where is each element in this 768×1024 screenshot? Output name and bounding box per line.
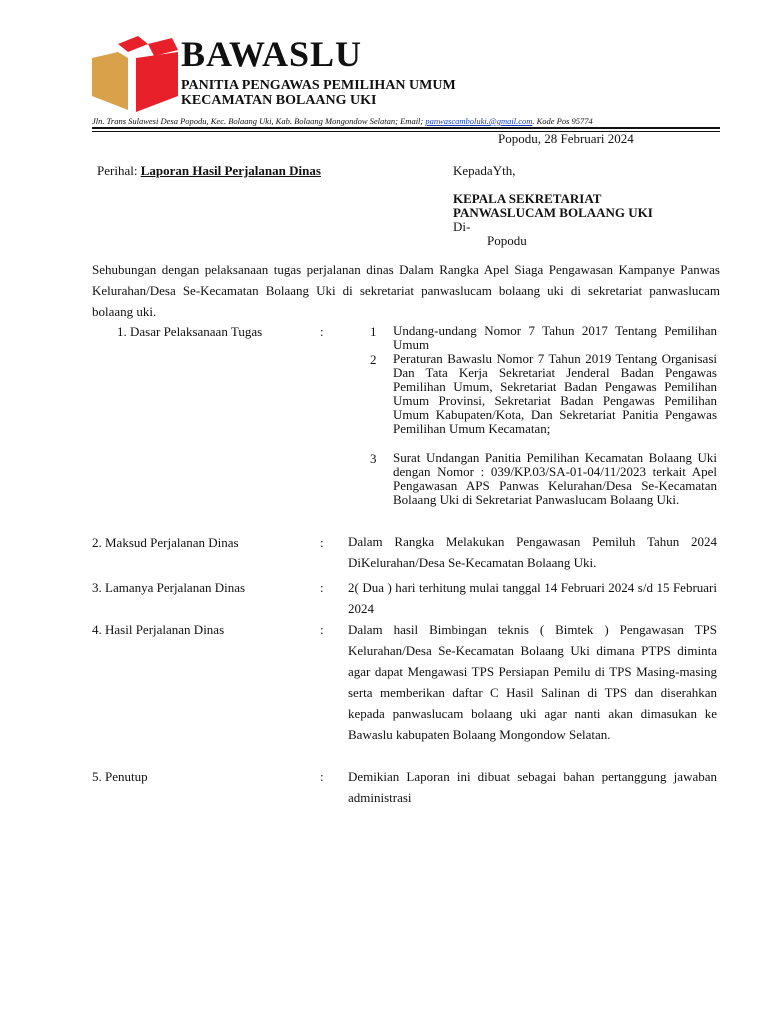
org-subtitle-1: PANITIA PENGAWAS PEMILIHAN UMUM	[181, 78, 456, 93]
basis-item-1-number: 1	[370, 324, 377, 339]
address-prefix: Jln. Trans Sulawesi Desa Popodu, Kec. Bolaang Uki, Kab. Bolaang Mongondow Selatan; Email;	[92, 116, 426, 126]
perihal	[97, 163, 321, 179]
section-3-label: 3. Lamanya Perjalanan Dinas	[92, 580, 246, 595]
section-3-text: 2( Dua ) hari terhitung mulai tanggal 14 Februari 2024 s/d 15 Februari 2024	[348, 580, 717, 616]
section-4-text: Dalam hasil Bimbingan teknis ( Bimtek ) Pengawasan TPS Kelurahan/Desa Se-Kecamatan Bolaang Uki dimana PTPS diminta agar dapat Mengawasi TPS Persiapan Pemilu di TPS Masing-masing serta memberikan daftar C Hasil Salinan di TPS dan diserahkan kepada panwaslucam bolaang uki agar nanti akan dimasukan ke Bawaslu kabupaten Bolaang Mongondow Selatan.	[348, 622, 717, 742]
perihal-label: Perihal:	[97, 163, 141, 178]
logo-gold-shape	[92, 52, 128, 110]
address-line	[92, 116, 593, 126]
intro-paragraph: Sehubungan dengan pelaksanaan tugas perjalanan dinas Dalam Rangka Apel Siaga Pengawasan Kampanye Panwas Kelurahan/Desa Se-Kecamatan Bolaang Uki di sekretariat panwaslucam bolaang uki di sekretariat panwaslucam bolaang uki.	[92, 262, 720, 319]
section-5-label: 5. Penutup	[92, 769, 148, 784]
basis-item-2-number: 2	[370, 352, 377, 367]
recipient-place: Popodu	[487, 233, 527, 248]
address-suffix: . Kode Pos 95774	[532, 116, 593, 126]
logo-red-shape	[136, 52, 178, 112]
section-1-label: 1. Dasar Pelaksanaan Tugas	[117, 324, 263, 339]
recipient-line-2: PANWASLUCAM BOLAANG UKI	[453, 205, 653, 220]
section-4-label: 4. Hasil Perjalanan Dinas	[92, 622, 225, 637]
basis-item-3-number: 3	[370, 451, 377, 466]
bawaslu-logo	[88, 36, 180, 114]
org-name: BAWASLU	[181, 34, 363, 74]
section-3-colon: :	[320, 580, 324, 595]
section-5-text: Demikian Laporan ini dibuat sebagai bahan pertanggung jawaban administrasi	[348, 769, 717, 805]
recipient-line-1: KEPALA SEKRETARIAT	[453, 191, 602, 206]
section-4-colon: :	[320, 622, 324, 637]
letter-date: Popodu, 28 Februari 2024	[498, 131, 634, 146]
basis-item-2-text: Peraturan Bawaslu Nomor 7 Tahun 2019 Tentang Organisasi Dan Tata Kerja Sekretariat Jenderal Badan Pengawas Pemilihan Umum, Sekretariat Badan Pengawas Pemilihan Umum Provinsi, Sekretariat Badan Pengawas Pemilihan Umum Kabupaten/Kota, Dan Sekretariat Panitia Pengawas Pemilihan Umum Kecamatan;	[393, 351, 717, 436]
section-2-colon: :	[320, 535, 324, 550]
basis-item-3-text: Surat Undangan Panitia Pemilihan Kecamatan Bolaang Uki dengan Nomor : 039/KP.03/SA-01-04/11/2023 terkait Apel Pengawasan APS Panwas Kelurahan/Desa Se-Kecamatan Bolaang Uki di Sekretariat Panwaslucam Bolaang Uki.	[393, 450, 717, 507]
header-rule-thick	[92, 127, 720, 129]
section-2-text: Dalam Rangka Melakukan Pengawasan Pemiluh Tahun 2024 DiKelurahan/Desa Se-Kecamatan Bolaang Uki.	[348, 534, 717, 570]
org-subtitle-2: KECAMATAN BOLAANG UKI	[181, 93, 377, 108]
basis-item-1-text: Undang-undang Nomor 7 Tahun 2017 Tentang Pemilihan Umum	[393, 323, 717, 352]
logo-white-cut	[128, 58, 136, 112]
email-link[interactable]: panwascamboluki.@gmail.com	[425, 116, 533, 126]
recipient-di: Di-	[453, 219, 471, 234]
section-5-colon: :	[320, 769, 324, 784]
kepada-yth: KepadaYth,	[453, 163, 516, 178]
perihal-value: Laporan Hasil Perjalanan Dinas	[140, 163, 321, 178]
logo-red-shape-top	[118, 36, 148, 52]
section-2-label: 2. Maksud Perjalanan Dinas	[92, 535, 239, 550]
section-1-colon: :	[320, 324, 324, 339]
